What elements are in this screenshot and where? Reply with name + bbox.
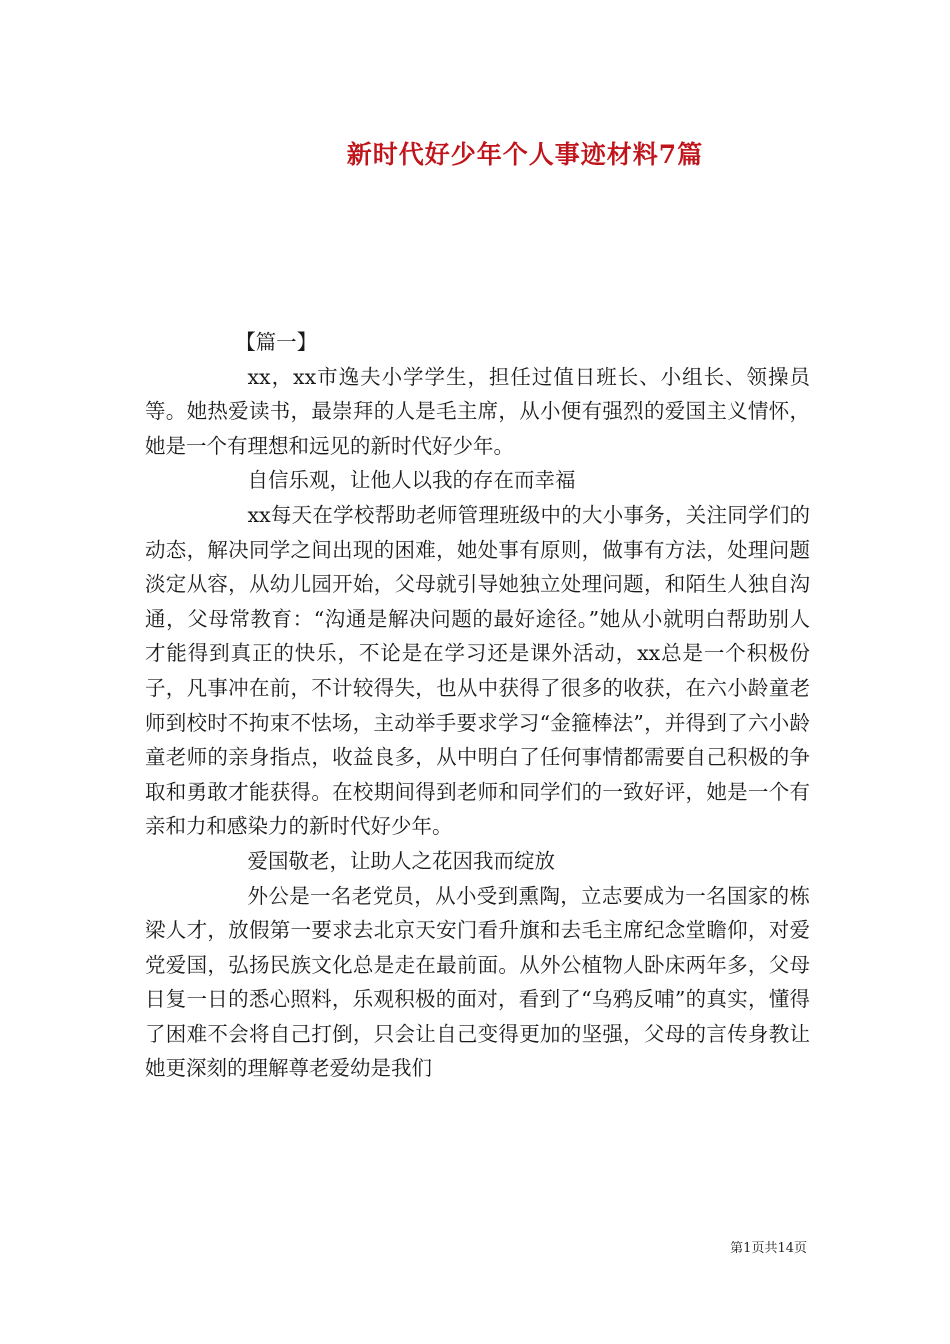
- subheading-patriotism: 爱国敬老，让助人之花因我而绽放: [247, 848, 555, 873]
- paragraph-confidence: xx每天在学校帮助老师管理班级中的大小事务，关注同学们的动态，解决同学之间出现的困难，她处事有原则，做事有方法，处理问题淡定从容，从幼儿园开始，父母就引导她独立处理问题，和陌生人独自沟通，父母常教育：“沟通是解决问题的最好途径。”她从小就明白帮助别人才能得到真正的快乐，不论是在学习还是课外活动，xx总是一个积极份子，凡事冲在前，不计较得失，也从中获得了很多的收获，在六小龄童老师到校时不拘束不怯场，主动举手要求学习“金箍棒法”，并得到了六小龄童老师的亲身指点，收益良多，从中明白了任何事情都需要自己积极的争取和勇敢才能获得。在校期间得到老师和同学们的一致好评，她是一个有亲和力和感染力的新时代好少年。: [145, 502, 810, 839]
- section-label: 【篇一】: [235, 330, 318, 354]
- document-title: 新时代好少年个人事迹材料7篇: [346, 140, 704, 169]
- paragraph-intro: xx，xx市逸夫小学学生，担任过值日班长、小组长、领操员等。她热爱读书，最崇拜的人是毛主席，从小便有强烈的爱国主义情怀，她是一个有理想和远见的新时代好少年。: [145, 364, 810, 458]
- page-number: 第1页共14页: [730, 1241, 807, 1256]
- document-body: [145, 325, 810, 1086]
- subheading-confidence: 自信乐观，让他人以我的存在而幸福: [247, 468, 576, 493]
- paragraph-patriotism: 外公是一名老党员，从小受到熏陶，立志要成为一名国家的栋梁人才，放假第一要求去北京天安门看升旗和去毛主席纪念堂瞻仰，对爱党爱国，弘扬民族文化总是走在最前面。从外公植物人卧床两年多，父母日复一日的悉心照料，乐观积极的面对，看到了“乌鸦反哺”的真实，懂得了困难不会将自己打倒，只会让自己变得更加的坚强，父母的言传身教让她更深刻的理解尊老爱幼是我们: [145, 883, 810, 1081]
